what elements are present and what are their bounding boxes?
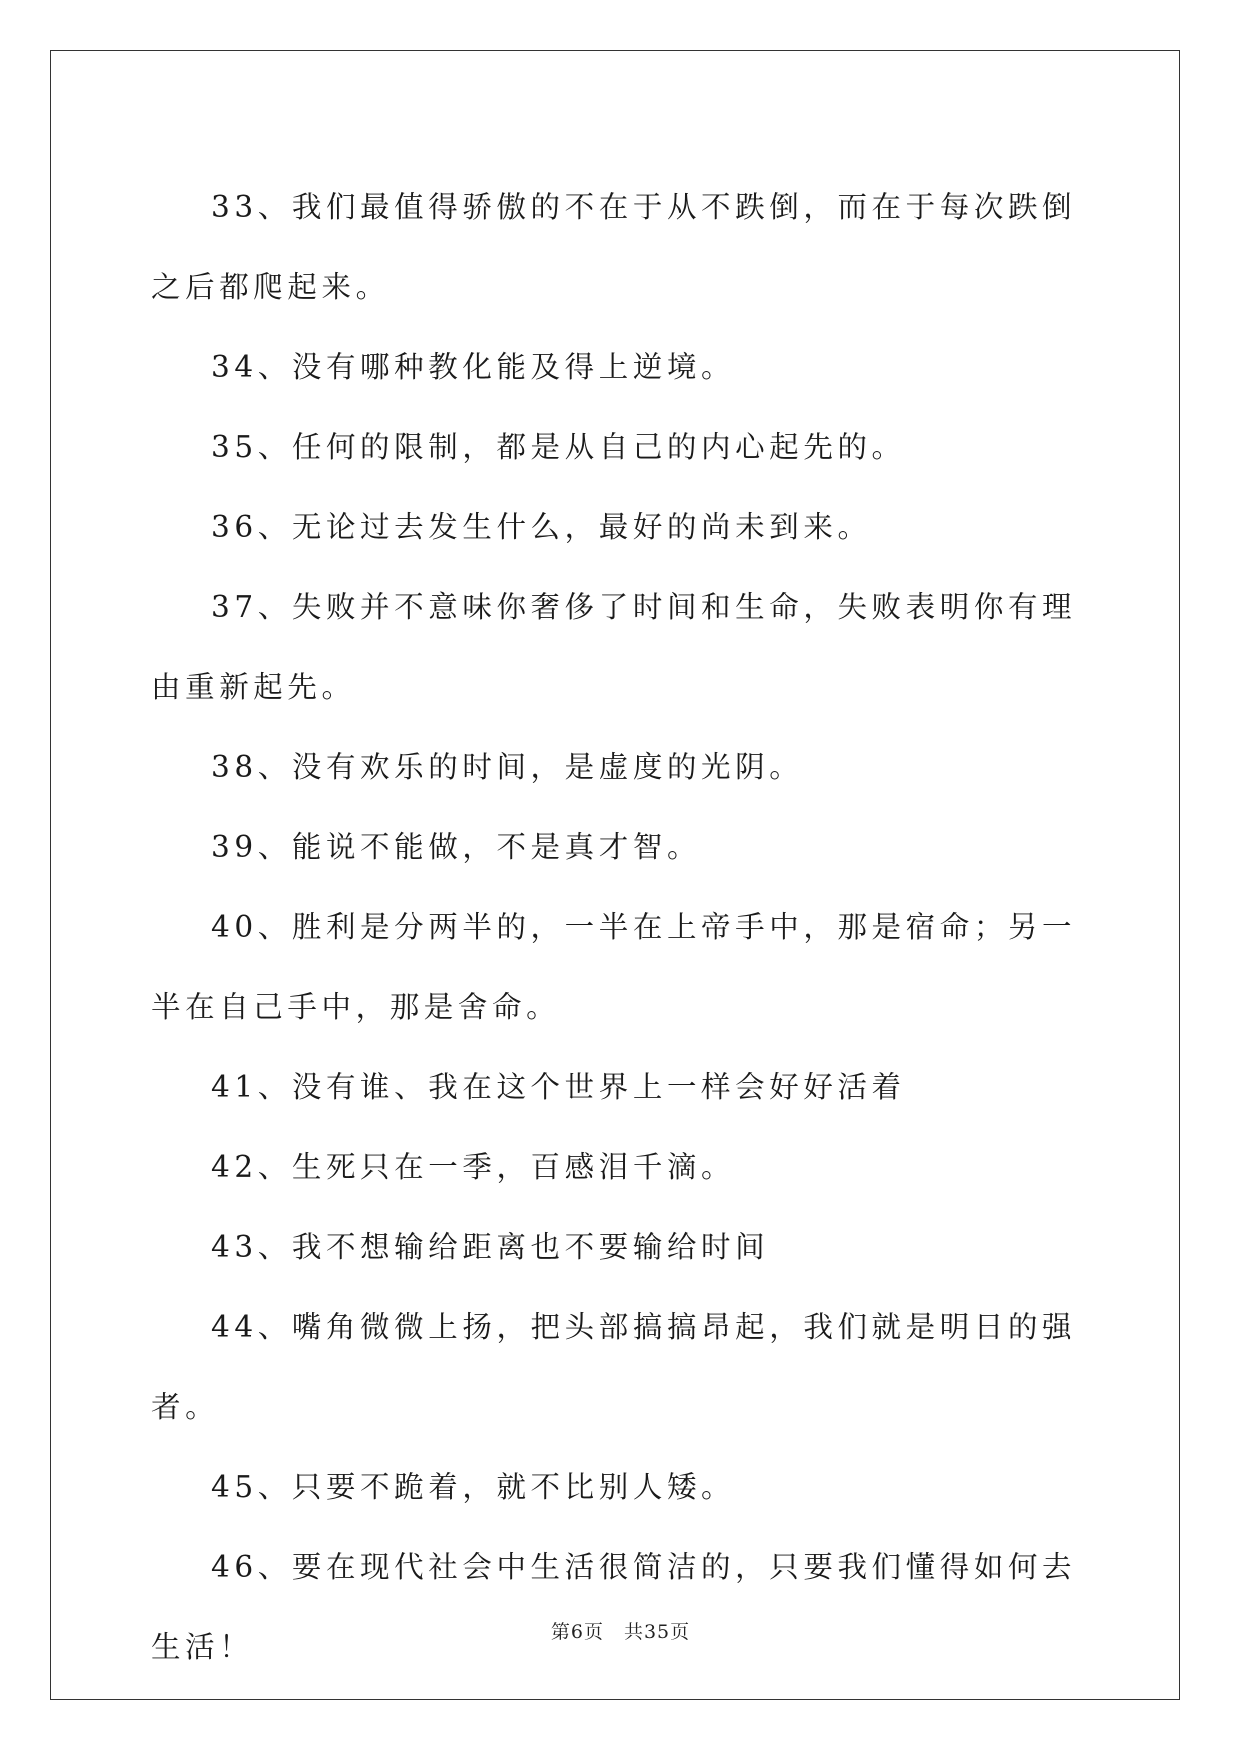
quote-paragraph: 40、胜利是分两半的，一半在上帝手中，那是宿命；另一半在自己手中，那是舍命。 [151, 910, 1077, 1024]
quote-paragraph: 42、生死只在一季，百感泪千滴。 [211, 1150, 736, 1184]
quote-paragraph: 41、没有谁、我在这个世界上一样会好好活着 [211, 1070, 906, 1104]
quote-paragraph: 43、我不想输给距离也不要输给时间 [211, 1230, 770, 1264]
page-footer [0, 1617, 1241, 1644]
quote-paragraph: 39、能说不能做，不是真才智。 [211, 830, 702, 864]
quote-paragraph: 44、嘴角微微上扬，把头部搞搞昂起，我们就是明日的强者。 [151, 1310, 1077, 1424]
quote-paragraph: 45、只要不跪着，就不比别人矮。 [211, 1470, 736, 1504]
quote-paragraph: 35、任何的限制，都是从自己的内心起先的。 [211, 430, 906, 464]
total-pages: 共35页 [623, 1621, 691, 1643]
quote-paragraph: 46、要在现代社会中生活很简洁的，只要我们懂得如何去生活！ [151, 1550, 1077, 1664]
quote-paragraph: 38、没有欢乐的时间，是虚度的光阴。 [211, 750, 804, 784]
quote-paragraph: 36、无论过去发生什么，最好的尚未到来。 [211, 510, 872, 544]
quote-paragraph: 37、失败并不意味你奢侈了时间和生命，失败表明你有理由重新起先。 [151, 590, 1077, 704]
page-number: 第6页 [550, 1621, 604, 1643]
document-body [151, 167, 1086, 1687]
quote-paragraph: 33、我们最值得骄傲的不在于从不跌倒，而在于每次跌倒之后都爬起来。 [151, 190, 1077, 304]
quote-paragraph: 34、没有哪种教化能及得上逆境。 [211, 350, 736, 384]
